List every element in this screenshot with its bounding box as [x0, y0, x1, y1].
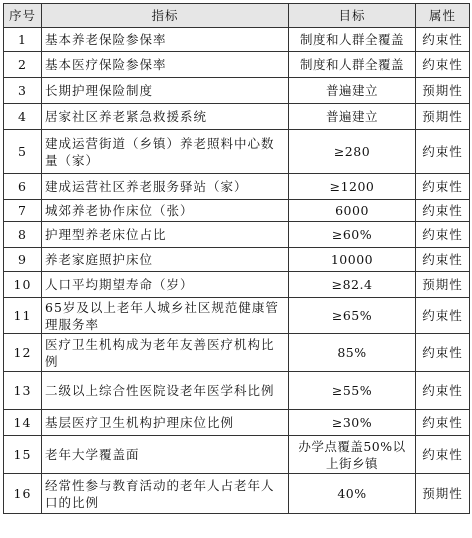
row-indicator: 医疗卫生机构成为老年友善医疗机构比例 [42, 334, 289, 372]
table-row [4, 52, 470, 78]
row-attribute: 约束性 [416, 334, 470, 372]
row-no: 5 [4, 130, 42, 174]
row-indicator: 城郊养老协作床位（张） [42, 200, 289, 222]
row-no: 16 [4, 474, 42, 514]
row-target: ≥82.4 [289, 272, 416, 298]
row-target: 普遍建立 [289, 78, 416, 104]
row-attribute: 约束性 [416, 372, 470, 410]
row-indicator: 居家社区养老紧急救援系统 [42, 104, 289, 130]
row-no: 15 [4, 436, 42, 474]
row-no: 6 [4, 174, 42, 200]
row-attribute: 约束性 [416, 52, 470, 78]
table-row [4, 222, 470, 248]
table-row [4, 410, 470, 436]
row-attribute: 预期性 [416, 104, 470, 130]
row-target: 普遍建立 [289, 104, 416, 130]
row-indicator: 建成运营街道（乡镇）养老照料中心数量（家） [42, 130, 289, 174]
row-no: 9 [4, 248, 42, 272]
row-attribute: 预期性 [416, 78, 470, 104]
row-target: 40% [289, 474, 416, 514]
table-row [4, 272, 470, 298]
row-target: ≥55% [289, 372, 416, 410]
row-indicator: 养老家庭照护床位 [42, 248, 289, 272]
row-no: 4 [4, 104, 42, 130]
row-attribute: 约束性 [416, 174, 470, 200]
row-target: 制度和人群全覆盖 [289, 28, 416, 52]
row-target: 10000 [289, 248, 416, 272]
row-attribute: 约束性 [416, 200, 470, 222]
row-indicator: 基本医疗保险参保率 [42, 52, 289, 78]
row-no: 1 [4, 28, 42, 52]
row-target: 85% [289, 334, 416, 372]
row-no: 10 [4, 272, 42, 298]
row-no: 7 [4, 200, 42, 222]
row-no: 12 [4, 334, 42, 372]
row-indicator: 老年大学覆盖面 [42, 436, 289, 474]
row-indicator: 基层医疗卫生机构护理床位比例 [42, 410, 289, 436]
row-indicator: 长期护理保险制度 [42, 78, 289, 104]
row-no: 14 [4, 410, 42, 436]
row-attribute: 约束性 [416, 410, 470, 436]
row-indicator: 65岁及以上老年人城乡社区规范健康管理服务率 [42, 298, 289, 334]
row-no: 13 [4, 372, 42, 410]
header-indicator: 指标 [42, 4, 289, 28]
row-target: 制度和人群全覆盖 [289, 52, 416, 78]
table-row [4, 130, 470, 174]
row-target: ≥60% [289, 222, 416, 248]
row-no: 3 [4, 78, 42, 104]
row-attribute: 约束性 [416, 248, 470, 272]
row-indicator: 建成运营社区养老服务驿站（家） [42, 174, 289, 200]
table-row [4, 372, 470, 410]
row-target: 办学点覆盖50%以上街乡镇 [289, 436, 416, 474]
row-indicator: 经常性参与教育活动的老年人占老年人口的比例 [42, 474, 289, 514]
table-row [4, 200, 470, 222]
table-row [4, 248, 470, 272]
row-attribute: 预期性 [416, 272, 470, 298]
table-row [4, 104, 470, 130]
row-attribute: 约束性 [416, 298, 470, 334]
table-row [4, 174, 470, 200]
row-target: ≥1200 [289, 174, 416, 200]
indicator-table-container [3, 3, 470, 514]
row-target: 6000 [289, 200, 416, 222]
table-row [4, 334, 470, 372]
row-indicator: 二级以上综合性医院设老年医学科比例 [42, 372, 289, 410]
row-target: ≥30% [289, 410, 416, 436]
row-indicator: 基本养老保险参保率 [42, 28, 289, 52]
table-row [4, 298, 470, 334]
row-no: 8 [4, 222, 42, 248]
row-no: 2 [4, 52, 42, 78]
row-indicator: 人口平均期望寿命（岁） [42, 272, 289, 298]
row-no: 11 [4, 298, 42, 334]
row-attribute: 约束性 [416, 28, 470, 52]
row-attribute: 约束性 [416, 222, 470, 248]
table-row [4, 474, 470, 514]
row-target: ≥65% [289, 298, 416, 334]
table-header-row [4, 4, 470, 28]
header-no: 序号 [4, 4, 42, 28]
row-attribute: 预期性 [416, 474, 470, 514]
table-row [4, 436, 470, 474]
row-attribute: 约束性 [416, 436, 470, 474]
header-target: 目标 [289, 4, 416, 28]
row-target: ≥280 [289, 130, 416, 174]
table-row [4, 28, 470, 52]
table-row [4, 78, 470, 104]
header-attribute: 属性 [416, 4, 470, 28]
row-indicator: 护理型养老床位占比 [42, 222, 289, 248]
indicator-table [3, 3, 470, 514]
row-attribute: 约束性 [416, 130, 470, 174]
